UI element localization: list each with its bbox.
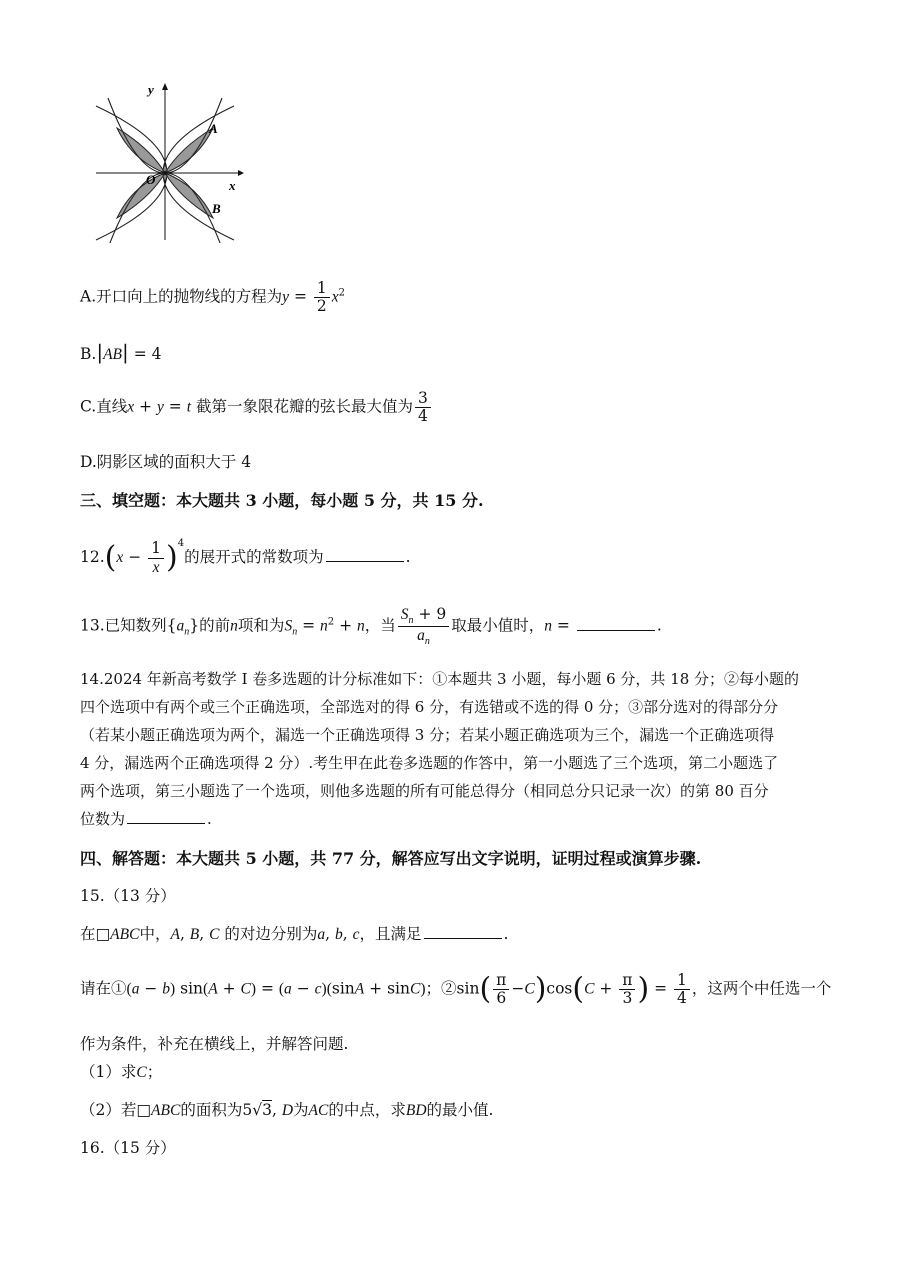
q15-l2a: 请在① xyxy=(80,979,127,998)
option-b-text: B. xyxy=(80,345,97,363)
question-13: 13.已知数列$\{a_n\}$的前n项和为$S_n = n^2 + n$，当 $\frac{S_n + 9}{a_n}$ 取最小值时，n = . xyxy=(80,605,662,648)
q13-t1: 的前 xyxy=(199,616,231,635)
point-b-label: B xyxy=(212,201,221,216)
question-12: 12.(x − $\frac{1}{x}$ )$^4$的展开式的常数项为 . xyxy=(80,538,411,576)
question-15-line-3: 作为条件，补充在横线上，并解答问题. xyxy=(80,1035,349,1053)
q15-l1a: 在 xyxy=(80,925,96,943)
q15-l1c: 的对边分别为 xyxy=(224,925,318,943)
q15-l1d: ，且满足 xyxy=(359,925,422,943)
origin-label: O xyxy=(146,172,156,187)
section-3-heading: 三、填空题：本大题共 3 小题，每小题 5 分，共 15 分. xyxy=(80,491,484,510)
q15-p2e: 的最小值. xyxy=(426,1101,494,1119)
q15-p2d: 的中点，求 xyxy=(328,1101,406,1119)
point-a-label: A xyxy=(209,121,218,136)
q13-t2: 项和为 xyxy=(237,616,285,635)
q15-l1b: 中， xyxy=(139,925,171,943)
q15-p2a: （2）若 xyxy=(80,1101,137,1119)
question-15-line-2: 请在①(a − b) sin(A + C) = (a − c)(sinA + sinC)；②sin( $\frac{\pi}{6}$ −C)cos(C + $\frac{\pi}{3}$ ) = $\frac{1}{4}$ ，这两个中任选一个 xyxy=(80,971,832,1008)
q15-p2c: 为 xyxy=(293,1101,309,1119)
q14-last: 位数为 xyxy=(80,810,126,828)
answer-blank-14[interactable] xyxy=(127,822,205,824)
answer-blank-15[interactable] xyxy=(424,937,502,939)
q12-num: 12. xyxy=(80,548,105,566)
question-15-line-1: 在□ABC中，A, B, C 的对边分别为a, b, c，且满足 . xyxy=(80,925,509,943)
q15-p1: （1）求 xyxy=(80,1063,137,1081)
y-axis-arrow xyxy=(162,83,168,90)
answer-blank-13[interactable] xyxy=(577,629,655,631)
q13-t3: ，当 xyxy=(364,616,396,635)
x-label: x xyxy=(229,178,236,193)
question-14-line-4: 4 分，漏选两个正确选项得 2 分）.考生甲在此卷多选题的作答中，第一小题选了三个选项，第二小题选了 xyxy=(80,754,779,772)
q15-l2b: ；② xyxy=(425,979,457,998)
q13-num: 13.已知数列 xyxy=(80,616,167,635)
question-16-header: 16.（15 分） xyxy=(80,1139,176,1157)
question-14-line-1: 14.2024 年新高考数学 I 卷多选题的计分标准如下：①本题共 3 小题，每小题 6 分，共 18 分；②每小题的 xyxy=(80,670,800,688)
question-14-line-6: 位数为 . xyxy=(80,810,212,828)
q13-t4: 取最小值时， xyxy=(451,616,545,635)
question-15-header: 15.（13 分） xyxy=(80,887,176,905)
question-14-line-2: 四个选项中有两个或三个正确选项，全部选对的得 6 分，有选错或不选的得 0 分；③部分选对的得部分分 xyxy=(80,698,779,716)
question-15-part-1: （1）求C； xyxy=(80,1063,163,1081)
x-axis-arrow xyxy=(238,170,244,176)
option-b: B.|AB| = 4 xyxy=(80,340,162,364)
option-c-text: C.直线 xyxy=(80,397,128,416)
question-14-line-5: 两个选项，第三小题选了一个选项，则他多选题的所有可能总得分（相同总分只记录一次）的第 80 百分 xyxy=(80,782,769,800)
option-c-mid: 截第一象限花瓣的弦长最大值为 xyxy=(195,397,413,416)
y-label: y xyxy=(148,82,154,97)
option-a: A.开口向上的抛物线的方程为y = $\frac{1}{2}$ $x^2$ xyxy=(80,279,345,316)
flower-curves-figure xyxy=(88,78,258,243)
question-15-part-2: （2）若□ABC的面积为5√3, D为AC的中点，求BD的最小值. xyxy=(80,1101,494,1119)
q15-p2b: 的面积为 xyxy=(180,1101,243,1119)
option-d: D.阴影区域的面积大于 4 xyxy=(80,453,252,471)
question-14-line-3: （若某小题正确选项为两个，漏选一个正确选项得 3 分；若某小题正确选项为三个，漏选一个正确选项得 xyxy=(80,726,775,744)
option-c: C.直线x + y = t 截第一象限花瓣的弦长最大值为 $\frac{3}{4}$ xyxy=(80,390,433,425)
q12-tail: 的展开式的常数项为 xyxy=(184,548,324,566)
section-4-heading: 四、解答题：本大题共 5 小题，共 77 分，解答应写出文字说明，证明过程或演算步骤. xyxy=(80,849,702,868)
option-a-text: A.开口向上的抛物线的方程为 xyxy=(80,287,283,306)
answer-blank-12[interactable] xyxy=(326,560,404,562)
q15-l2c: ，这两个中任选一个 xyxy=(691,979,832,998)
